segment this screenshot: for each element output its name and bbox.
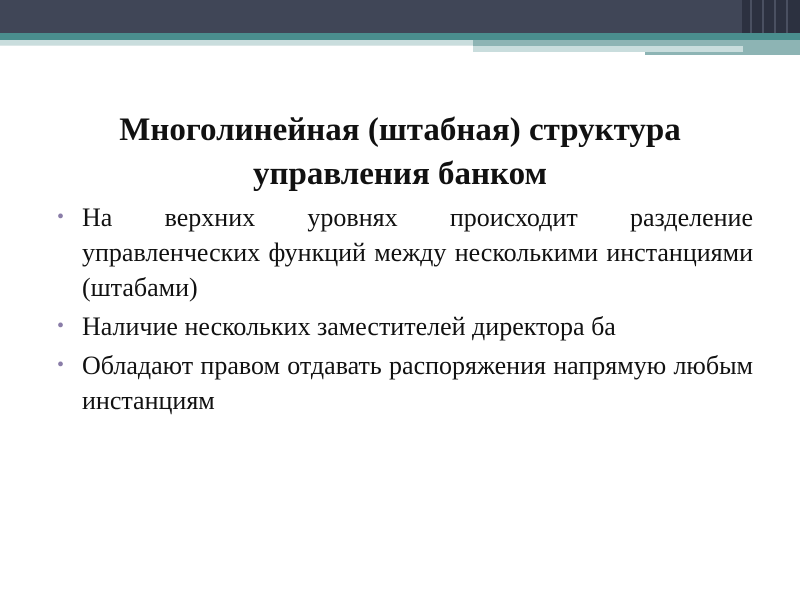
list-item — [55, 348, 753, 418]
bullet-list — [55, 200, 753, 422]
bullet-dot-icon: • — [57, 315, 65, 337]
header-band-accent — [742, 0, 800, 33]
header-band — [0, 0, 800, 33]
list-item — [55, 309, 753, 344]
bullet-text: На верхних уровнях происходит разделение управленческих функций между несколькими инстанциями (штабами) — [82, 203, 753, 302]
header-divider — [0, 45, 473, 46]
bullet-dot-icon: • — [57, 354, 65, 376]
slide-title: Многолинейная (штабная) структура управления банком — [119, 112, 681, 192]
bullet-text: Обладают правом отдавать распоряжения напрямую любым инстанциям — [82, 351, 753, 415]
list-item — [55, 200, 753, 305]
header-teal-line — [0, 33, 800, 40]
bullet-text: Наличие нескольких заместителей директора ба — [82, 312, 616, 341]
bullet-dot-icon: • — [57, 206, 65, 228]
header-teal-tail — [645, 52, 800, 55]
